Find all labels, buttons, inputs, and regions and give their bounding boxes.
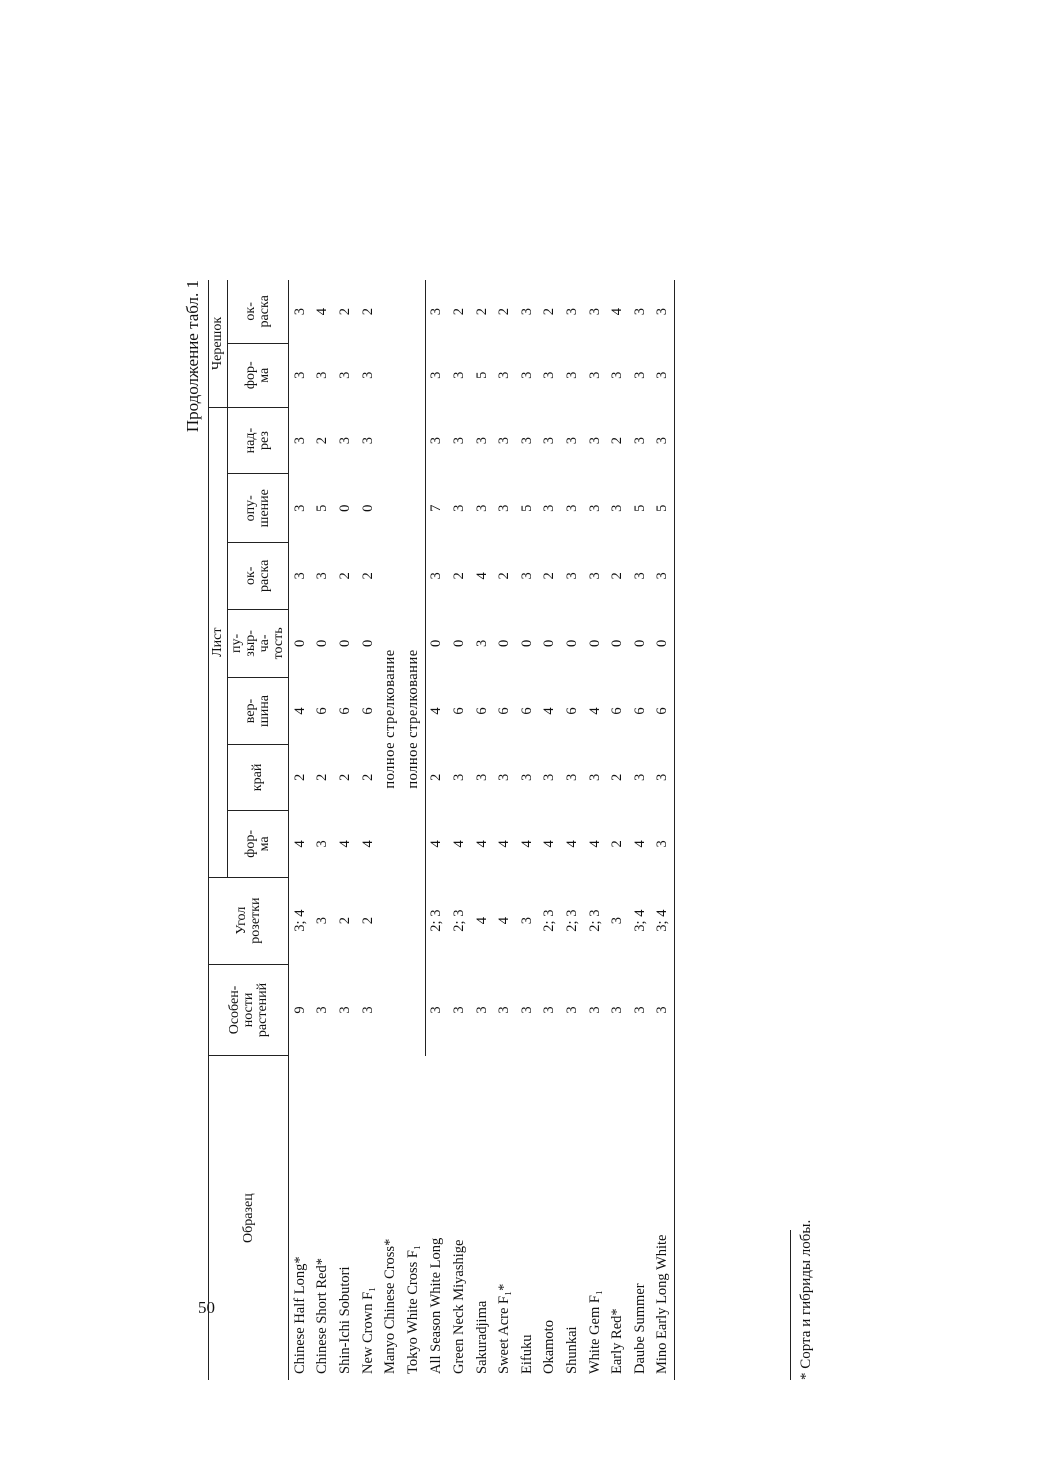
cell-leaf-shape: 4 xyxy=(586,840,603,848)
cell-leaf-incision: 3 xyxy=(425,407,448,474)
cell-petiole-color: 3 xyxy=(291,307,308,316)
header-rosette-angle: Угол розетки xyxy=(209,877,289,964)
cell-leaf-tip: 4 xyxy=(291,707,308,715)
cell-empty xyxy=(379,964,402,1056)
cell-leaf-color: 2 xyxy=(336,572,353,580)
cell-leaf-pubescence: 3 xyxy=(473,504,490,512)
cell-note: полное стрелкование xyxy=(404,649,421,789)
cell-plant-features: 3 xyxy=(496,1006,513,1014)
cell-leaf-incision: 3 xyxy=(359,436,376,445)
cell-leaf-edge: 3 xyxy=(631,773,648,782)
cell-plant-features: 3 xyxy=(359,1006,376,1014)
cell-leaf-shape: 4 xyxy=(425,811,448,877)
cell-petiole-shape: 3 xyxy=(518,371,535,379)
table-row xyxy=(539,280,562,1380)
cell-leaf-edge: 3 xyxy=(450,773,467,782)
cell-leaf-edge: 3 xyxy=(563,773,580,782)
cell-leaf-color: 3 xyxy=(652,543,675,609)
cell-plant-features: 3 xyxy=(473,1006,490,1014)
cell-petiole-color: 3 xyxy=(652,280,675,343)
cell-leaf-incision: 3 xyxy=(473,436,490,445)
cell-rosette-angle: 2; 3 xyxy=(563,909,580,932)
cell-leaf-blister: 0 xyxy=(496,639,513,648)
header-leaf-color: ок- раска xyxy=(228,543,289,609)
cell-sample-name: Shin-Ichi Sobutori xyxy=(336,1266,353,1374)
cell-petiole-color: 2 xyxy=(496,307,513,316)
cell-plant-features: 3 xyxy=(425,964,448,1056)
cell-leaf-edge: 2 xyxy=(359,773,376,782)
cell-leaf-tip: 6 xyxy=(563,707,580,715)
cell-leaf-color: 3 xyxy=(291,572,308,580)
table-row xyxy=(289,280,312,1380)
cell-plant-features: 3 xyxy=(631,1006,648,1014)
cell-rosette-angle: 2; 3 xyxy=(425,877,448,964)
cell-sample-name: Chinese Short Red* xyxy=(314,1258,331,1374)
rotated-table-area xyxy=(180,280,820,1380)
header-leaf-blister: пу- зыр- ча- тость xyxy=(228,609,289,678)
cell-leaf-incision: 3 xyxy=(518,436,535,445)
cell-leaf-color: 3 xyxy=(314,572,331,580)
cell-leaf-blister: 0 xyxy=(291,639,308,648)
cell-petiole-shape: 5 xyxy=(473,371,490,379)
cell-leaf-pubescence: 5 xyxy=(631,504,648,512)
cell-sample-name: Chinese Half Long* xyxy=(291,1256,308,1374)
cell-leaf-blister: 3 xyxy=(473,639,490,648)
header-leaf-group: Лист xyxy=(209,407,228,877)
cell-leaf-tip: 6 xyxy=(631,707,648,715)
cell-leaf-shape: 4 xyxy=(336,840,353,848)
cell-sample-name: Sakuradjima xyxy=(473,1300,490,1374)
cell-leaf-tip: 4 xyxy=(541,707,558,715)
cell-leaf-edge: 3 xyxy=(652,744,675,810)
cell-leaf-blister: 0 xyxy=(359,639,376,648)
cell-leaf-incision: 3 xyxy=(496,436,513,445)
cell-leaf-shape: 4 xyxy=(359,840,376,848)
cell-leaf-edge: 3 xyxy=(518,773,535,782)
table-row xyxy=(561,280,584,1380)
cell-empty xyxy=(402,811,425,877)
cell-petiole-color: 4 xyxy=(314,307,331,316)
cell-leaf-tip: 6 xyxy=(496,707,513,715)
cell-leaf-pubescence: 3 xyxy=(563,504,580,512)
table-row xyxy=(629,280,652,1380)
cell-plant-features: 3 xyxy=(336,1006,353,1014)
cell-leaf-tip: 4 xyxy=(425,678,448,744)
header-leaf-edge: край xyxy=(228,744,289,810)
cell-petiole-shape: 3 xyxy=(563,371,580,379)
table-row xyxy=(334,280,357,1380)
cell-petiole-color: 3 xyxy=(631,307,648,316)
cell-leaf-incision: 3 xyxy=(336,436,353,445)
cell-leaf-tip: 6 xyxy=(450,707,467,715)
cell-rosette-angle: 3 xyxy=(609,916,626,925)
cell-petiole-shape: 3 xyxy=(425,343,448,407)
table-row xyxy=(402,280,425,1380)
cell-petiole-shape: 3 xyxy=(586,371,603,379)
cell-plant-features: 3 xyxy=(652,964,675,1056)
cell-leaf-blister: 0 xyxy=(450,639,467,648)
cell-rosette-angle: 2; 3 xyxy=(450,909,467,932)
cell-petiole-color: 2 xyxy=(336,307,353,316)
cell-leaf-shape: 4 xyxy=(291,840,308,848)
cell-rosette-angle: 2; 3 xyxy=(541,909,558,932)
cell-sample-name: Tokyo White Cross F₁ xyxy=(405,1244,422,1374)
cell-rosette-angle: 3; 4 xyxy=(652,877,675,964)
cell-petiole-shape: 3 xyxy=(631,371,648,379)
cell-sample-name: White Gem F₁ xyxy=(586,1290,603,1374)
table-row xyxy=(471,280,494,1380)
cell-petiole-shape: 3 xyxy=(652,343,675,407)
cell-leaf-tip: 6 xyxy=(359,707,376,715)
cell-empty xyxy=(402,964,425,1056)
cell-leaf-color: 4 xyxy=(473,572,490,580)
cell-sample-name: Early Red* xyxy=(609,1308,626,1374)
cell-leaf-pubescence: 0 xyxy=(359,504,376,512)
cell-leaf-color: 2 xyxy=(496,572,513,580)
cell-leaf-edge: 2 xyxy=(291,773,308,782)
cell-leaf-pubescence: 3 xyxy=(496,504,513,512)
cell-petiole-color: 2 xyxy=(541,307,558,316)
cell-leaf-blister: 0 xyxy=(631,639,648,648)
cell-leaf-edge: 2 xyxy=(609,773,626,782)
footnote-divider xyxy=(790,1230,791,1380)
cell-petiole-shape: 3 xyxy=(541,371,558,379)
cell-sample-name: Eifuku xyxy=(518,1334,535,1374)
cell-leaf-pubescence: 0 xyxy=(336,504,353,512)
header-leaf-incision: над- рез xyxy=(228,407,289,474)
cell-leaf-tip: 6 xyxy=(336,707,353,715)
cell-leaf-tip: 4 xyxy=(586,707,603,715)
header-petiole-color: ок- раска xyxy=(228,280,289,343)
cell-leaf-blister: 0 xyxy=(425,609,448,678)
cell-rosette-angle: 2 xyxy=(336,916,353,925)
cell-leaf-tip: 6 xyxy=(518,707,535,715)
cell-empty xyxy=(402,877,425,964)
cell-rosette-angle: 3 xyxy=(314,916,331,925)
cell-leaf-tip: 6 xyxy=(652,678,675,744)
cell-plant-features: 3 xyxy=(450,1006,467,1014)
cell-leaf-shape: 4 xyxy=(563,840,580,848)
cell-leaf-pubescence: 3 xyxy=(291,504,308,512)
cell-petiole-shape: 3 xyxy=(336,371,353,379)
header-sample: Образец xyxy=(209,1056,289,1380)
cell-sample-name: Daube Summer xyxy=(631,1283,648,1374)
cell-plant-features: 3 xyxy=(563,1006,580,1014)
cell-leaf-pubescence: 3 xyxy=(586,504,603,512)
cell-leaf-shape: 2 xyxy=(609,840,626,848)
cell-leaf-incision: 3 xyxy=(541,436,558,445)
cell-plant-features: 9 xyxy=(291,1006,308,1014)
cell-petiole-shape: 3 xyxy=(609,371,626,379)
cell-leaf-blister: 0 xyxy=(586,639,603,648)
cell-petiole-color: 2 xyxy=(450,307,467,316)
table-row xyxy=(357,280,380,1380)
cell-sample-name: Sweet Acre F₁* xyxy=(496,1283,513,1374)
cell-leaf-color: 2 xyxy=(359,572,376,580)
cell-leaf-blister: 0 xyxy=(336,639,353,648)
cell-rosette-angle: 2; 3 xyxy=(586,909,603,932)
cell-petiole-shape: 3 xyxy=(359,371,376,379)
cell-leaf-pubescence: 5 xyxy=(518,504,535,512)
cell-note: полное стрелкование xyxy=(382,649,399,789)
cell-leaf-incision: 3 xyxy=(450,436,467,445)
cell-leaf-shape: 4 xyxy=(496,840,513,848)
cell-leaf-edge: 3 xyxy=(496,773,513,782)
cell-petiole-shape: 3 xyxy=(314,371,331,379)
cell-leaf-pubescence: 7 xyxy=(425,474,448,543)
cell-rosette-angle: 3; 4 xyxy=(631,909,648,932)
cell-leaf-shape: 3 xyxy=(652,811,675,877)
cell-leaf-blister: 0 xyxy=(609,639,626,648)
cell-leaf-pubescence: 3 xyxy=(541,504,558,512)
cell-leaf-color: 3 xyxy=(518,572,535,580)
cell-leaf-pubescence: 3 xyxy=(450,504,467,512)
cell-leaf-blister: 0 xyxy=(652,609,675,678)
cell-leaf-shape: 3 xyxy=(314,840,331,848)
page-number: 50 xyxy=(198,1298,215,1317)
table-row xyxy=(425,280,448,1380)
cell-sample-name: Manyo Chinese Cross* xyxy=(382,1238,399,1374)
cell-leaf-edge: 2 xyxy=(336,773,353,782)
cell-petiole-color: 3 xyxy=(518,307,535,316)
table-continuation-caption: Продолжение табл. 1 xyxy=(183,280,202,433)
cell-plant-features: 3 xyxy=(518,1006,535,1014)
cell-leaf-blister: 0 xyxy=(563,639,580,648)
header-leaf-pubescence: опу- шение xyxy=(228,474,289,543)
table-row xyxy=(516,280,539,1380)
cell-leaf-blister: 0 xyxy=(541,639,558,648)
table-row xyxy=(652,280,675,1380)
cell-leaf-incision: 2 xyxy=(609,436,626,445)
footnote: * Сорта и гибриды лобы. xyxy=(798,1219,814,1380)
cell-leaf-tip: 6 xyxy=(609,707,626,715)
cell-rosette-angle: 3; 4 xyxy=(291,909,308,932)
cell-leaf-incision: 3 xyxy=(631,436,648,445)
cell-leaf-tip: 6 xyxy=(314,707,331,715)
header-plant-features: Особен- ности растений xyxy=(209,964,289,1056)
cell-leaf-incision: 2 xyxy=(314,436,331,445)
header-petiole-group: Черешок xyxy=(209,280,228,407)
cell-rosette-angle: 2 xyxy=(359,916,376,925)
cell-petiole-color: 3 xyxy=(425,280,448,343)
cell-leaf-edge: 3 xyxy=(586,773,603,782)
cell-leaf-pubescence: 5 xyxy=(652,474,675,543)
cell-leaf-incision: 3 xyxy=(563,436,580,445)
cell-petiole-shape: 3 xyxy=(496,371,513,379)
cell-petiole-color: 2 xyxy=(473,307,490,316)
header-leaf-shape: фор- ма xyxy=(228,811,289,877)
cell-leaf-incision: 3 xyxy=(652,407,675,474)
cell-leaf-tip: 6 xyxy=(473,707,490,715)
cell-petiole-color: 2 xyxy=(359,307,376,316)
cell-leaf-color: 2 xyxy=(541,572,558,580)
cell-leaf-pubescence: 3 xyxy=(609,504,626,512)
cell-leaf-color: 3 xyxy=(425,543,448,609)
cell-leaf-color: 2 xyxy=(450,572,467,580)
table-row xyxy=(493,280,516,1380)
table-row xyxy=(448,280,471,1380)
cell-rosette-angle: 4 xyxy=(473,916,490,925)
header-leaf-tip: вер- шина xyxy=(228,678,289,744)
cell-sample-name: Green Neck Miyashige xyxy=(450,1239,467,1374)
cell-leaf-incision: 3 xyxy=(291,436,308,445)
header-petiole-shape: фор- ма xyxy=(228,343,289,407)
cell-petiole-color: 3 xyxy=(563,307,580,316)
cell-leaf-shape: 4 xyxy=(473,840,490,848)
cell-leaf-edge: 2 xyxy=(314,773,331,782)
cell-petiole-color: 3 xyxy=(586,307,603,316)
cell-sample-name: Mino Early Long White xyxy=(652,1056,675,1380)
cell-sample-name: New Crown F₁ xyxy=(359,1286,376,1374)
cell-leaf-color: 3 xyxy=(563,572,580,580)
cell-plant-features: 3 xyxy=(314,1006,331,1014)
cell-empty xyxy=(379,877,402,964)
cell-petiole-color: 4 xyxy=(609,307,626,316)
cell-plant-features: 3 xyxy=(586,1006,603,1014)
table-body xyxy=(289,280,675,1380)
cell-rosette-angle: 4 xyxy=(496,916,513,925)
table-row xyxy=(312,280,335,1380)
cell-plant-features: 3 xyxy=(609,1006,626,1014)
cell-plant-features: 3 xyxy=(541,1006,558,1014)
cell-rosette-angle: 3 xyxy=(518,916,535,925)
cell-leaf-shape: 4 xyxy=(450,840,467,848)
cell-leaf-incision: 3 xyxy=(586,436,603,445)
cell-empty xyxy=(379,811,402,877)
cell-petiole-shape: 3 xyxy=(450,371,467,379)
cell-leaf-blister: 0 xyxy=(314,639,331,648)
variety-traits-table xyxy=(208,280,675,1380)
cell-leaf-edge: 3 xyxy=(541,773,558,782)
cell-leaf-edge: 3 xyxy=(473,773,490,782)
cell-leaf-shape: 4 xyxy=(518,840,535,848)
table-row xyxy=(379,280,402,1380)
cell-leaf-pubescence: 5 xyxy=(314,504,331,512)
cell-leaf-edge: 2 xyxy=(425,744,448,810)
cell-leaf-shape: 4 xyxy=(631,840,648,848)
cell-leaf-color: 2 xyxy=(609,572,626,580)
cell-sample-name: Shunkai xyxy=(563,1326,580,1374)
cell-sample-name: All Season White Long xyxy=(428,1237,445,1374)
cell-petiole-shape: 3 xyxy=(291,371,308,379)
cell-leaf-blister: 0 xyxy=(518,639,535,648)
table-row xyxy=(584,280,607,1380)
cell-leaf-color: 3 xyxy=(586,572,603,580)
cell-leaf-shape: 4 xyxy=(541,840,558,848)
cell-sample-name: Okamoto xyxy=(541,1320,558,1374)
table-row xyxy=(606,280,629,1380)
cell-leaf-color: 3 xyxy=(631,572,648,580)
